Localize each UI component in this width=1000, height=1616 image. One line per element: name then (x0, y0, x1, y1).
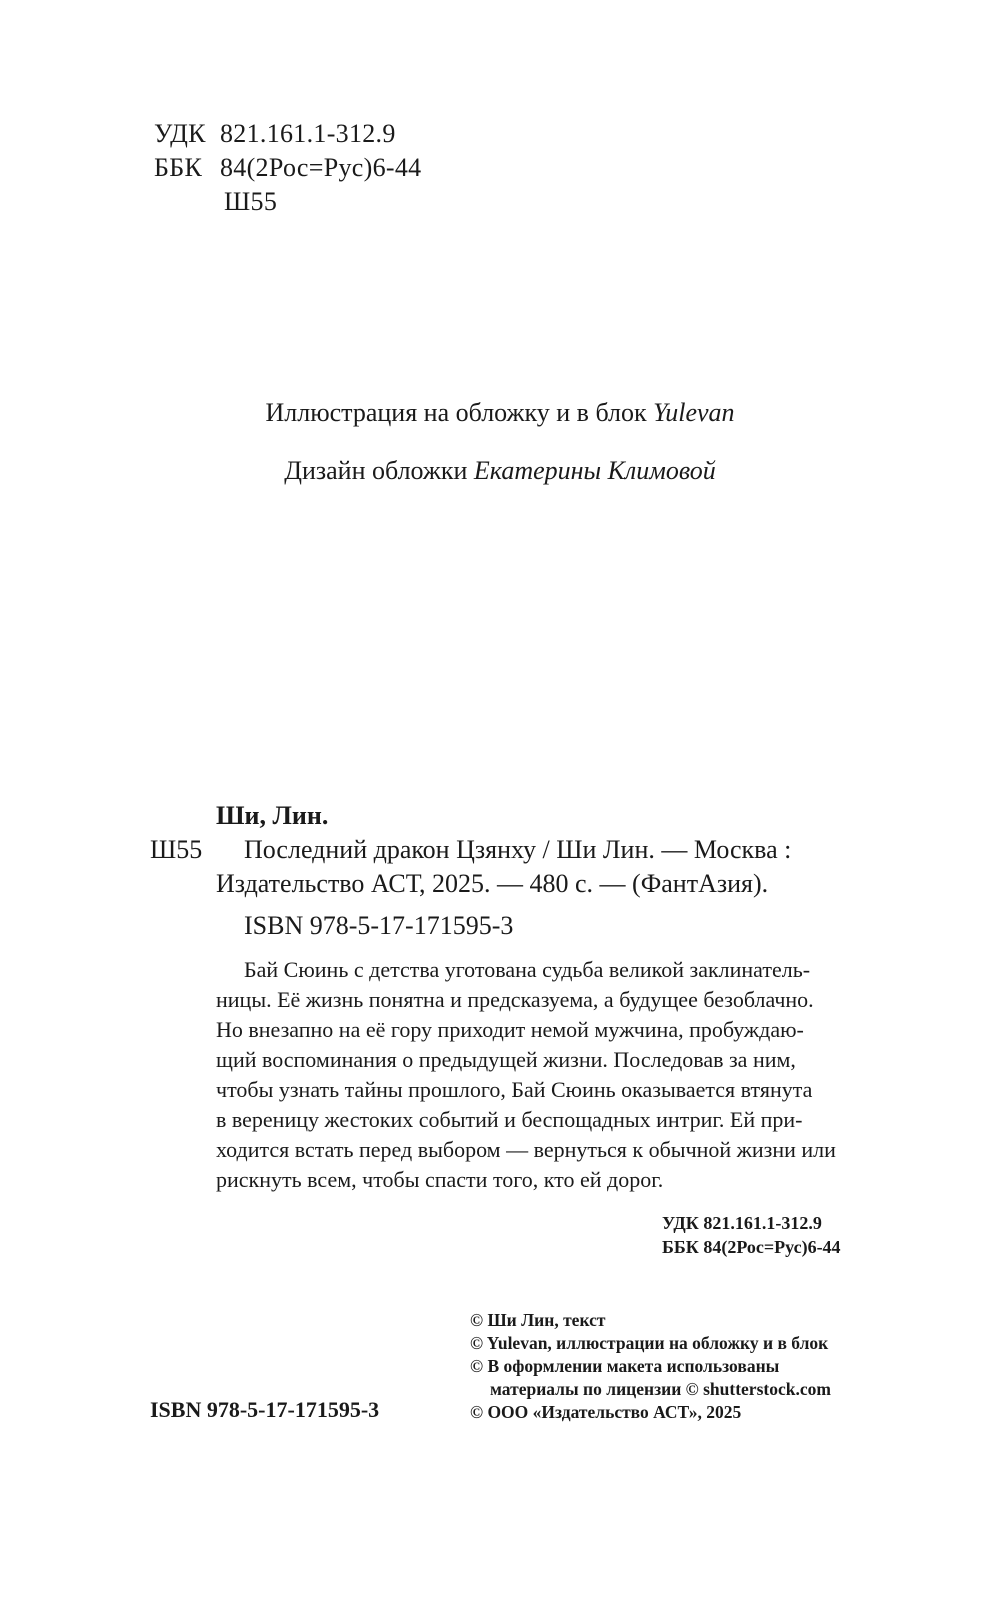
annotation-line: рискнуть всем, чтобы спасти того, кто ей дорог. (216, 1167, 664, 1192)
annotation-line: Но внезапно на её гору приходит немой мужчина, пробуждаю- (216, 1017, 804, 1042)
bib-author: Ши, Лин. (216, 801, 329, 830)
footer-isbn: ISBN 978-5-17-171595-3 (150, 1397, 380, 1422)
author-sign: Ш55 (224, 187, 278, 216)
design-credit-prefix: Дизайн обложки (284, 456, 468, 485)
copyright-line: © В оформлении макета использованы (470, 1356, 780, 1376)
copyright-line: © ООО «Издательство АСТ», 2025 (470, 1402, 742, 1422)
udk-value: 821.161.1-312.9 (220, 119, 396, 148)
annotation-line: Бай Сюинь с детства уготована судьба великой заклинатель- (244, 957, 811, 982)
illustrator-name: Yulevan (653, 398, 735, 427)
classification-udk: УДК 821.161.1-312.9 (662, 1213, 822, 1233)
bib-sign: Ш55 (150, 835, 203, 864)
copyright-line: © Yulevan, иллюстрации на обложку и в блок (470, 1333, 829, 1353)
bib-line-1: Последний дракон Цзянху / Ши Лин. — Москва : (244, 835, 792, 864)
designer-name: Екатерины Климовой (473, 456, 716, 485)
bbk-label: ББК (154, 153, 203, 182)
illustration-credit-prefix: Иллюстрация на обложку и в блок (265, 398, 647, 427)
annotation-line: в вереницу жестоких событий и беспощадных интриг. Ей при- (216, 1107, 803, 1132)
copyright-line: © Ши Лин, текст (470, 1310, 606, 1330)
annotation-line: чтобы узнать тайны прошлого, Бай Сюинь оказывается втянута (216, 1077, 813, 1102)
udk-label: УДК (154, 119, 206, 148)
design-credit (0, 456, 1000, 486)
copyright-line: материалы по лицензии © shutterstock.com (490, 1379, 831, 1399)
illustration-credit (0, 398, 1000, 428)
annotation-line: ходится встать перед выбором — вернуться к обычной жизни или (216, 1137, 836, 1162)
bbk-value: 84(2Рос=Рус)6-44 (220, 153, 422, 182)
bib-line-2: Издательство АСТ, 2025. — 480 с. — (ФантАзия). (216, 869, 769, 898)
annotation-line: ницы. Её жизнь понятна и предсказуема, а будущее безоблачно. (216, 987, 814, 1012)
annotation-line: щий воспоминания о предыдущей жизни. Последовав за ним, (216, 1047, 796, 1072)
bib-isbn: ISBN 978-5-17-171595-3 (244, 911, 514, 940)
classification-bbk: ББК 84(2Рос=Рус)6-44 (662, 1237, 841, 1257)
